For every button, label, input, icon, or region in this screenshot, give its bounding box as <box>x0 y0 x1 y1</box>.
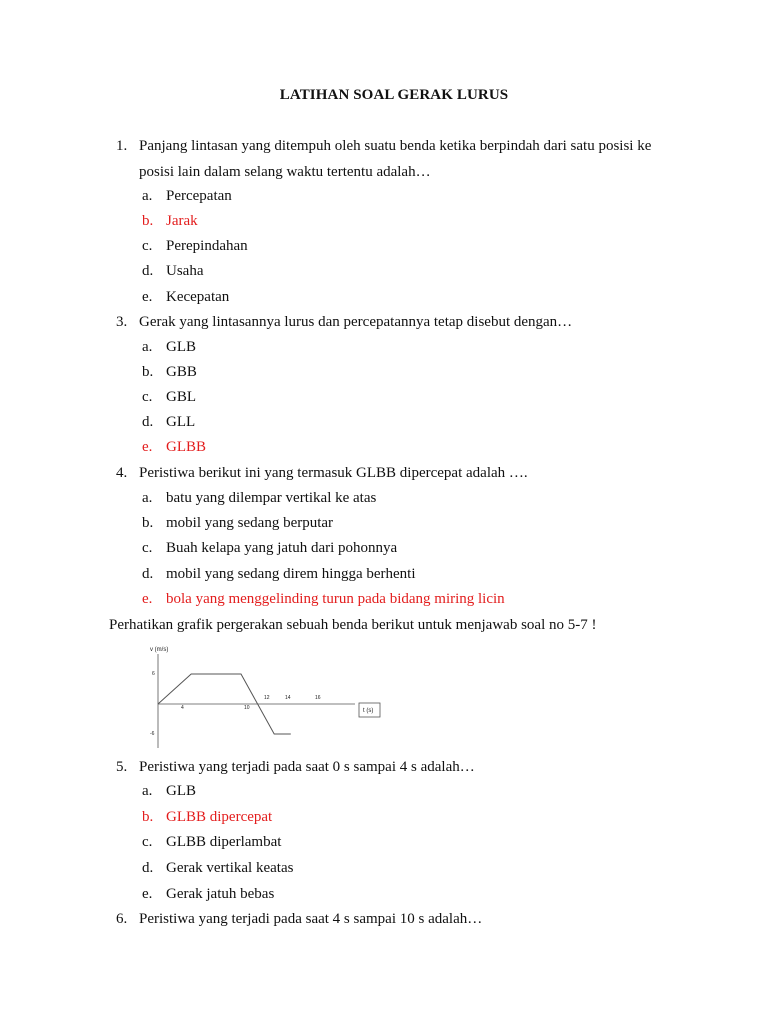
x-tick-label-12: 12 <box>264 695 270 701</box>
q5-option-a-text: GLB <box>166 783 196 799</box>
q4-option-d-letter: d. <box>142 566 154 582</box>
q4-option-b-text: mobil yang sedang berputar <box>166 515 334 531</box>
question-4-text: Peristiwa berikut ini yang termasuk GLBB dipercepat adalah …. <box>139 465 528 481</box>
q3-option-a-text: GLB <box>166 339 196 355</box>
question-4-number: 4. <box>116 465 128 481</box>
q5-option-a-letter: a. <box>142 783 153 799</box>
q5-option-c-letter: c. <box>142 834 153 850</box>
q1-option-a-text: Percepatan <box>166 188 232 204</box>
q5-option-e-text: Gerak jatuh bebas <box>166 886 275 902</box>
velocity-time-graph <box>140 640 390 755</box>
q3-option-c-letter: c. <box>142 389 153 405</box>
q4-option-a-letter: a. <box>142 490 153 506</box>
document-title: LATIHAN SOAL GERAK LURUS <box>279 87 509 103</box>
q4-option-b-letter: b. <box>142 515 154 531</box>
q3-option-b-text: GBB <box>166 364 197 380</box>
question-1-text-line-2: posisi lain dalam selang waktu tertentu adalah… <box>139 164 431 180</box>
y-axis-label: v (m/s) <box>150 647 169 653</box>
question-6-number: 6. <box>116 911 128 927</box>
q4-option-e-text-answer: bola yang menggelinding turun pada bidang miring licin <box>166 591 505 607</box>
q1-option-e-letter: e. <box>142 289 153 305</box>
q4-option-a-text: batu yang dilempar vertikal ke atas <box>166 490 377 506</box>
q4-option-e-letter: e. <box>142 591 153 607</box>
q4-option-c-text: Buah kelapa yang jatuh dari pohonnya <box>166 540 398 556</box>
q5-option-c-text: GLBB diperlambat <box>166 834 282 850</box>
question-3-text: Gerak yang lintasannya lurus dan percepatannya tetap disebut dengan… <box>139 314 573 330</box>
q5-option-e-letter: e. <box>142 886 153 902</box>
x-tick-label-10: 10 <box>244 705 250 711</box>
question-6-text: Peristiwa yang terjadi pada saat 4 s sampai 10 s adalah… <box>139 911 483 927</box>
q3-option-a-letter: a. <box>142 339 153 355</box>
question-5-text: Peristiwa yang terjadi pada saat 0 s sampai 4 s adalah… <box>139 759 475 775</box>
q1-option-d-letter: d. <box>142 263 154 279</box>
q5-option-b-letter: b. <box>142 809 154 825</box>
y-tick-label-6: 6 <box>152 671 155 677</box>
q1-option-a-letter: a. <box>142 188 153 204</box>
question-5-number: 5. <box>116 759 128 775</box>
question-1-text-line-1: Panjang lintasan yang ditempuh oleh suatu benda ketika berpindah dari satu posisi ke <box>139 138 652 154</box>
x-tick-label-4: 4 <box>181 705 184 711</box>
x-tick-label-14: 14 <box>285 695 291 701</box>
graph-instruction: Perhatikan grafik pergerakan sebuah benda berikut untuk menjawab soal no 5-7 ! <box>109 617 597 633</box>
x-tick-label-16: 16 <box>315 695 321 701</box>
question-3-number: 3. <box>116 314 128 330</box>
q3-option-d-text: GLL <box>166 414 196 430</box>
q3-option-c-text: GBL <box>166 389 196 405</box>
q5-option-b-text-answer: GLBB dipercepat <box>166 809 273 825</box>
x-axis-label: t (s) <box>363 708 374 714</box>
q4-option-c-letter: c. <box>142 540 153 556</box>
q5-option-d-text: Gerak vertikal keatas <box>166 860 294 876</box>
q3-option-b-letter: b. <box>142 364 154 380</box>
q1-option-b-text-answer: Jarak <box>166 213 198 229</box>
q1-option-b-letter: b. <box>142 213 154 229</box>
y-tick-label-minus-6: -6 <box>150 731 155 737</box>
q3-option-e-text-answer: GLBB <box>166 439 207 455</box>
q3-option-d-letter: d. <box>142 414 154 430</box>
q1-option-c-letter: c. <box>142 238 153 254</box>
q3-option-e-letter: e. <box>142 439 153 455</box>
q1-option-c-text: Perepindahan <box>166 238 248 254</box>
q4-option-d-text: mobil yang sedang direm hingga berhenti <box>166 566 416 582</box>
question-1-number: 1. <box>116 138 128 154</box>
q5-option-d-letter: d. <box>142 860 154 876</box>
q1-option-e-text: Kecepatan <box>166 289 230 305</box>
q1-option-d-text: Usaha <box>166 263 204 279</box>
